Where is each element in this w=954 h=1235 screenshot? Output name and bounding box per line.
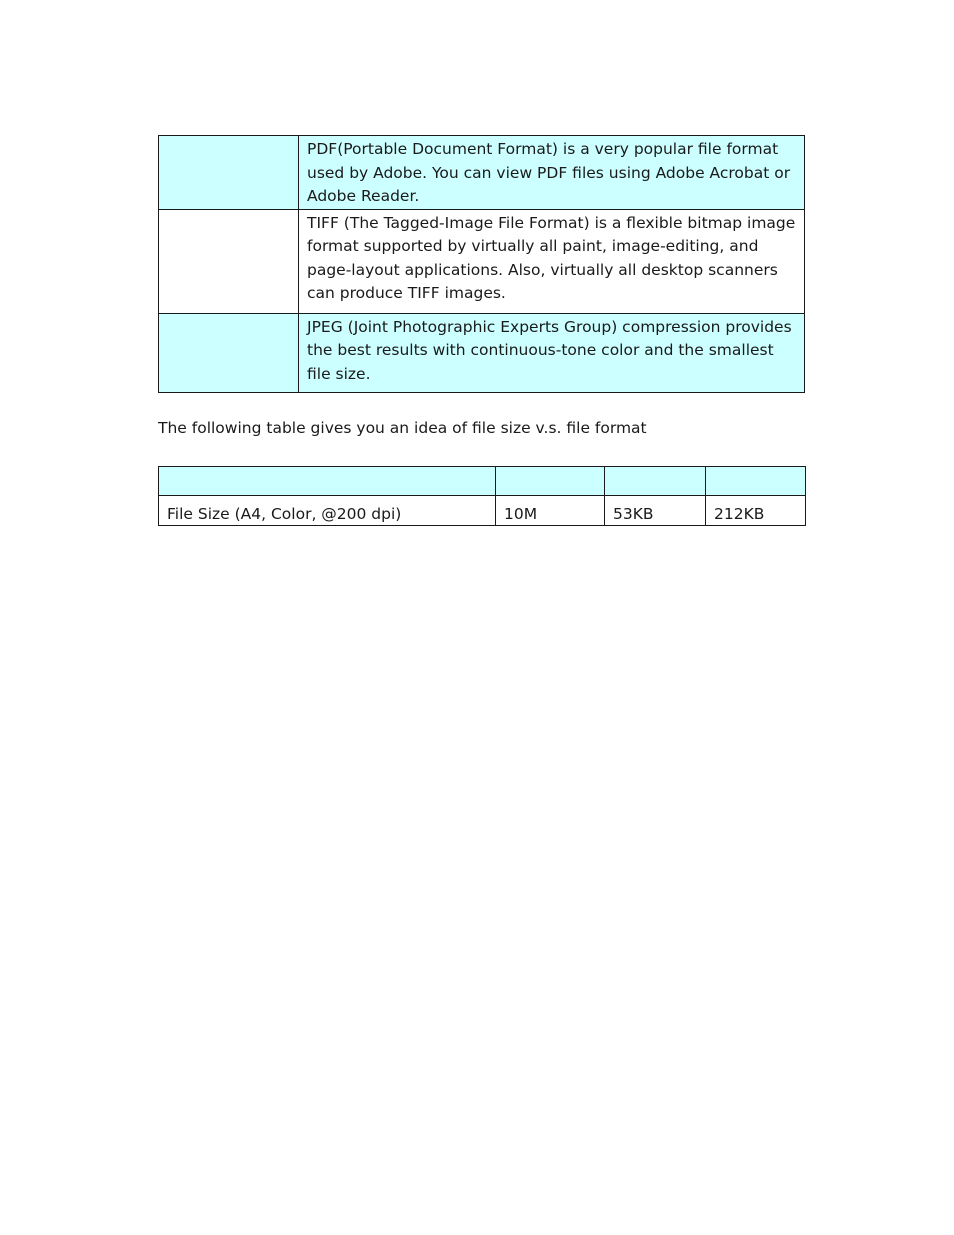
size-header-cell <box>159 467 496 496</box>
size-value-cell: 212KB <box>706 496 806 526</box>
format-label-cell <box>159 136 299 210</box>
size-header-cell <box>605 467 706 496</box>
format-row-pdf <box>159 136 805 210</box>
format-label-cell <box>159 313 299 392</box>
size-value-cell: 53KB <box>605 496 706 526</box>
format-row-jpeg <box>159 313 805 392</box>
format-description-pdf: PDF(Portable Document Format) is a very popular file format used by Adobe. You can view PDF files using Adobe Acrobat or Adobe Reader. <box>299 136 805 210</box>
file-size-table <box>158 466 806 526</box>
format-row-tiff <box>159 209 805 313</box>
format-label-cell <box>159 209 299 313</box>
size-header-cell <box>496 467 605 496</box>
size-value-cell: 10M <box>496 496 605 526</box>
size-table-header-row <box>159 467 806 496</box>
format-description-jpeg: JPEG (Joint Photographic Experts Group) compression provides the best results with continuous-tone color and the smallest file size. <box>299 313 805 392</box>
size-row-label: File Size (A4, Color, @200 dpi) <box>159 496 496 526</box>
format-description-tiff: TIFF (The Tagged-Image File Format) is a flexible bitmap image format supported by virtually all paint, image-editing, and page-layout applications. Also, virtually all desktop scanners can produce TIFF images. <box>299 209 805 313</box>
size-table-data-row <box>159 496 806 526</box>
file-format-table <box>158 135 805 393</box>
size-header-cell <box>706 467 806 496</box>
intro-paragraph: The following table gives you an idea of file size v.s. file format <box>158 419 647 437</box>
